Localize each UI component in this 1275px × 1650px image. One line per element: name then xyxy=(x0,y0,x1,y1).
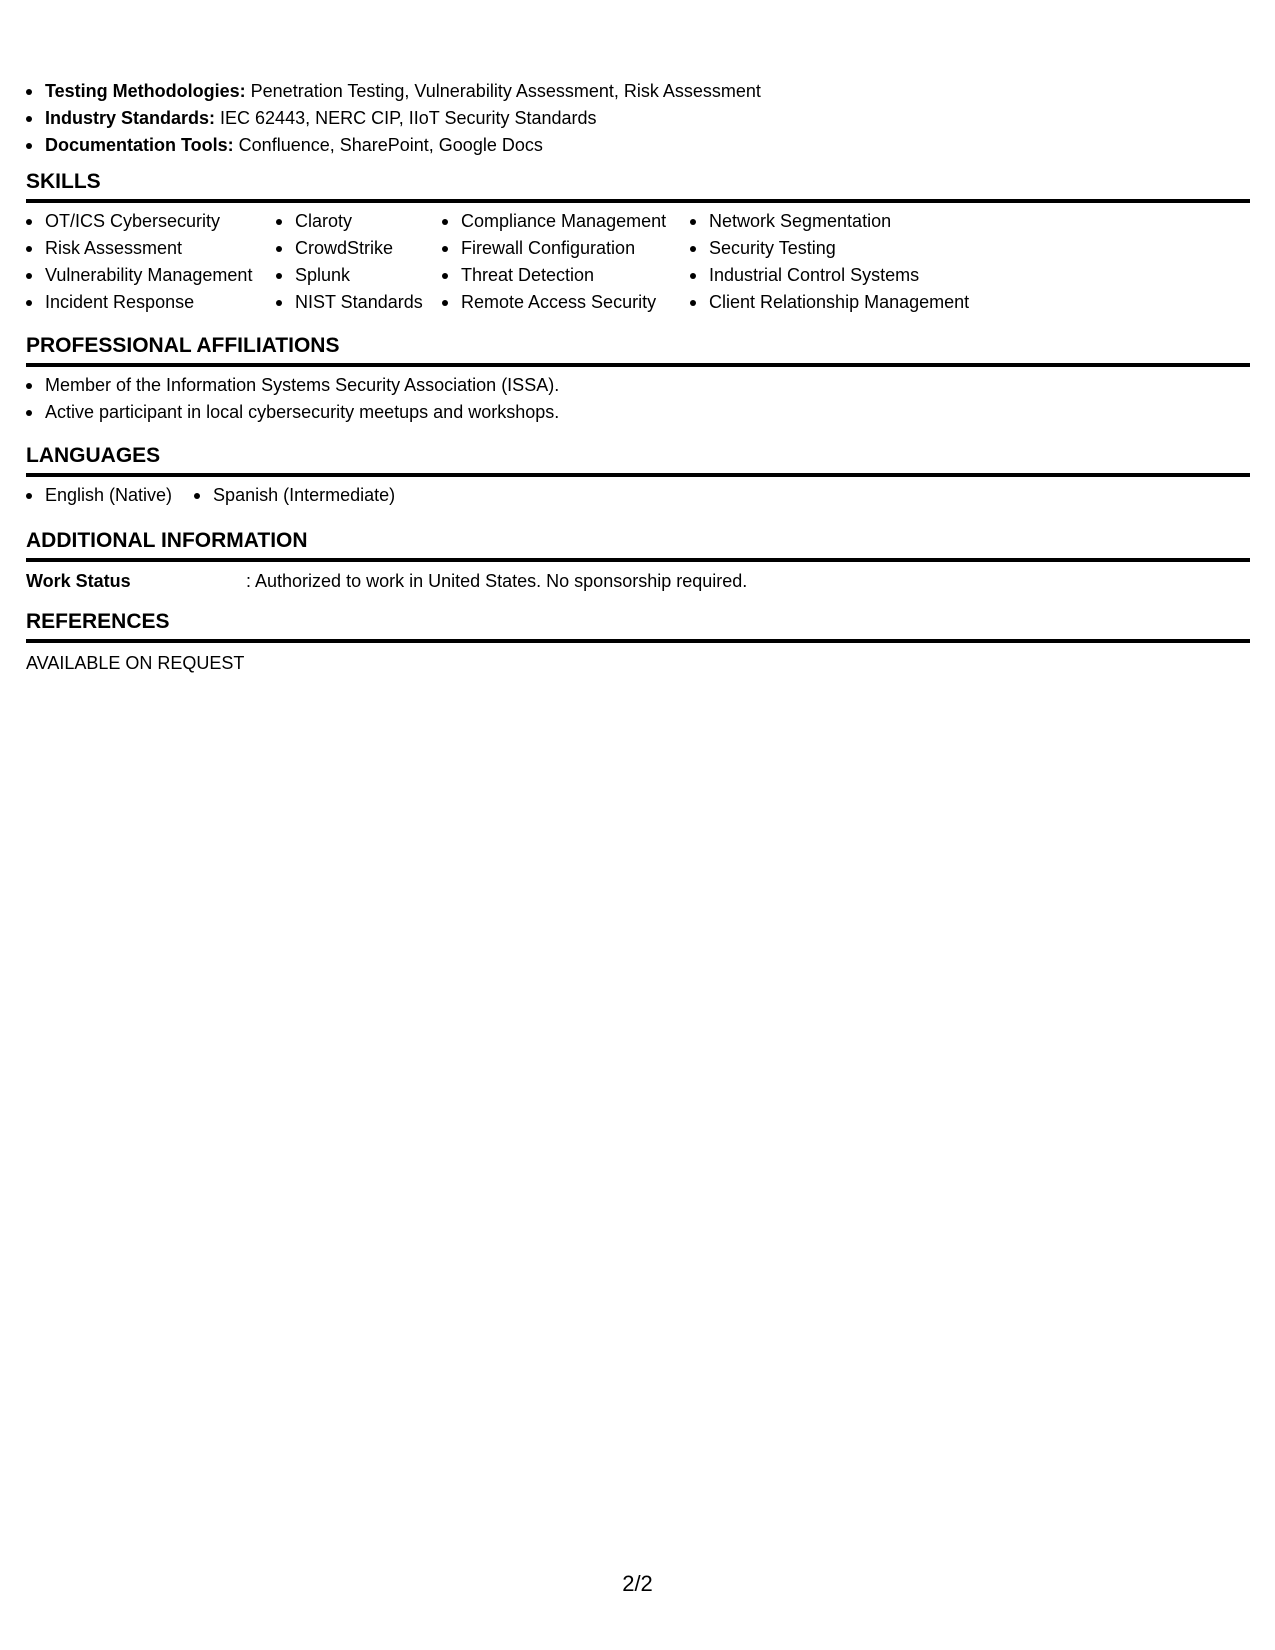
references-text: AVAILABLE ON REQUEST xyxy=(26,653,245,673)
skill-item: OT/ICS Cybersecurity xyxy=(26,208,254,235)
page-number: 2/2 xyxy=(622,1571,653,1596)
list-item: English (Native) xyxy=(26,482,172,509)
list-item: Documentation Tools: Confluence, SharePoint, Google Docs xyxy=(26,132,1250,159)
skills-column xyxy=(26,208,254,316)
skill-item: Incident Response xyxy=(26,289,254,316)
section-heading: PROFESSIONAL AFFILIATIONS xyxy=(26,333,1250,367)
tools-section xyxy=(26,78,1250,159)
skill-item: Compliance Management xyxy=(442,208,668,235)
skill-item: Remote Access Security xyxy=(442,289,668,316)
skill-item: Industrial Control Systems xyxy=(690,262,990,289)
skills-columns xyxy=(26,208,1250,316)
list-item: Industry Standards: IEC 62443, NERC CIP, IIoT Security Standards xyxy=(26,105,1250,132)
skills-column xyxy=(276,208,423,316)
affiliations-section xyxy=(26,333,1250,426)
skills-column xyxy=(690,208,990,316)
skill-item: Network Segmentation xyxy=(690,208,990,235)
skill-item: CrowdStrike xyxy=(276,235,420,262)
work-status-label: Work Status xyxy=(26,571,131,591)
section-heading: ADDITIONAL INFORMATION xyxy=(26,528,1250,562)
affiliations-list xyxy=(26,372,1250,426)
work-status-row xyxy=(26,569,1250,593)
skill-item: NIST Standards xyxy=(276,289,420,316)
list-item: Member of the Information Systems Security Association (ISSA). xyxy=(26,372,1250,399)
languages-section xyxy=(26,443,1250,509)
skill-item: Risk Assessment xyxy=(26,235,254,262)
skill-item: Vulnerability Management xyxy=(26,262,254,289)
tools-list xyxy=(26,78,1250,159)
skill-item: Security Testing xyxy=(690,235,990,262)
section-heading: SKILLS xyxy=(26,169,1250,203)
skill-item: Claroty xyxy=(276,208,420,235)
list-item: Testing Methodologies: Penetration Testing, Vulnerability Assessment, Risk Assessment xyxy=(26,78,1250,105)
section-heading: LANGUAGES xyxy=(26,443,1250,477)
additional-info-section xyxy=(26,528,1250,593)
list-item: Spanish (Intermediate) xyxy=(194,482,395,509)
references-section xyxy=(26,609,1250,675)
work-status-value: : Authorized to work in United States. No sponsorship required. xyxy=(246,571,748,591)
list-item: Active participant in local cybersecurity meetups and workshops. xyxy=(26,399,1250,426)
skill-item: Threat Detection xyxy=(442,262,668,289)
skill-item: Client Relationship Management xyxy=(690,289,990,316)
skill-item: Splunk xyxy=(276,262,420,289)
section-heading: REFERENCES xyxy=(26,609,1250,643)
skills-column xyxy=(442,208,668,316)
skill-item: Firewall Configuration xyxy=(442,235,668,262)
languages-list xyxy=(26,482,1250,509)
skills-section xyxy=(26,169,1250,316)
